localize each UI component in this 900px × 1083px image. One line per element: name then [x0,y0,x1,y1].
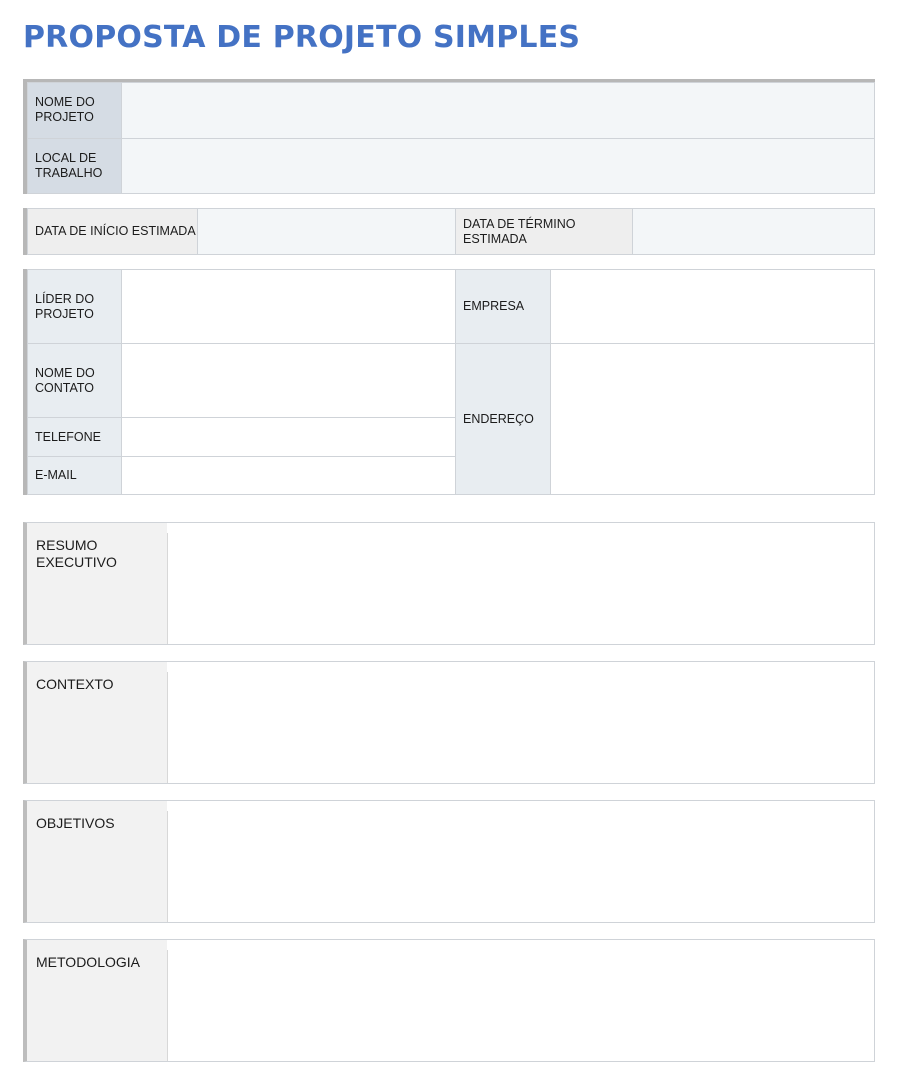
company-label: EMPRESA [456,270,551,344]
end-date-label: DATA DE TÉRMINO ESTIMADA [456,209,633,255]
contact-table [23,269,875,495]
project-name-label: NOME DO PROJETO [28,83,122,139]
project-name-field[interactable] [122,83,875,139]
page-title: PROPOSTA DE PROJETO SIMPLES [23,20,581,55]
work-location-field[interactable] [122,138,875,194]
company-field[interactable] [551,270,875,344]
methodology-label: METODOLOGIA [27,940,167,1061]
methodology-field[interactable] [167,950,874,1061]
work-location-label: LOCAL DE TRABALHO [28,138,122,194]
end-date-field[interactable] [633,209,875,255]
executive-summary-section [23,522,875,645]
contact-name-field[interactable] [122,344,456,418]
dates-table [23,208,875,255]
project-leader-field[interactable] [122,270,456,344]
project-info-table [23,79,875,194]
start-date-field[interactable] [198,209,456,255]
contact-name-label: NOME DO CONTATO [28,344,122,418]
address-label: ENDEREÇO [456,344,551,495]
phone-field[interactable] [122,418,456,456]
objectives-label: OBJETIVOS [27,801,167,922]
objectives-section [23,800,875,923]
context-section [23,661,875,784]
start-date-label: DATA DE INÍCIO ESTIMADA [28,209,198,255]
executive-summary-label: RESUMO EXECUTIVO [27,523,167,644]
email-label: E-MAIL [28,456,122,494]
address-field[interactable] [551,344,875,495]
executive-summary-field[interactable] [167,533,874,644]
objectives-field[interactable] [167,811,874,922]
email-field[interactable] [122,456,456,494]
methodology-section [23,939,875,1062]
phone-label: TELEFONE [28,418,122,456]
context-field[interactable] [167,672,874,783]
project-leader-label: LÍDER DO PROJETO [28,270,122,344]
context-label: CONTEXTO [27,662,167,783]
